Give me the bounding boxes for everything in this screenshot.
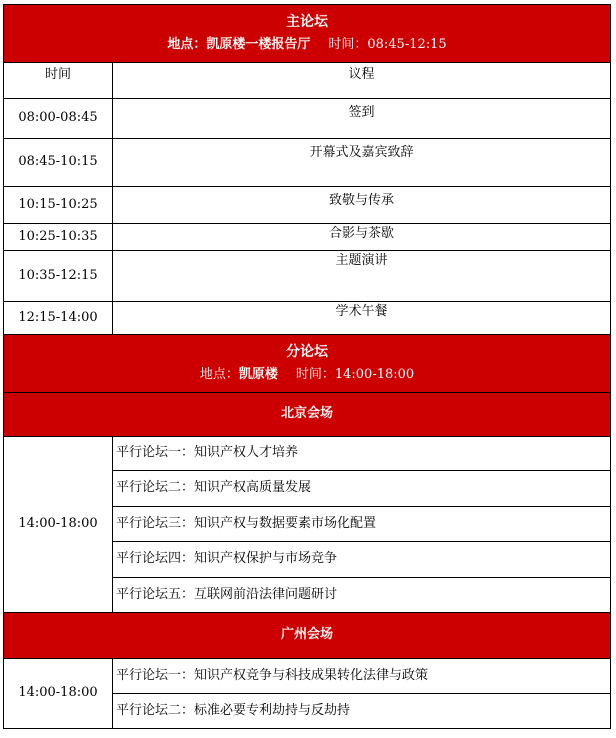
- main-forum-header: [4, 5, 611, 63]
- table-row: [4, 659, 611, 694]
- beijing-time: 14:00-18:00: [4, 437, 113, 613]
- sub-forum-location: 凯原楼: [238, 366, 278, 382]
- sub-forum-location-label: 地点：: [199, 366, 239, 382]
- sub-forum-header-row: [4, 335, 611, 393]
- row-time: 08:00-08:45: [4, 99, 113, 139]
- session-item: 平行论坛四：知识产权保护与市场竞争: [113, 542, 611, 578]
- table-row: [4, 187, 611, 224]
- sub-forum-info: [4, 367, 610, 383]
- row-agenda: 合影与茶歇: [113, 224, 611, 251]
- table-row: [4, 437, 611, 471]
- main-forum-time: 08:45-12:15: [367, 36, 447, 52]
- main-forum-title: 主论坛: [286, 14, 328, 31]
- guangzhou-venue-title: 广州会场: [4, 613, 611, 659]
- session-item: 平行论坛三：知识产权与数据要素市场化配置: [113, 507, 611, 542]
- sub-forum-header: [4, 335, 611, 393]
- guangzhou-time: 14:00-18:00: [4, 659, 113, 729]
- table-row: [4, 224, 611, 251]
- row-time: 12:15-14:00: [4, 302, 113, 335]
- sub-forum-time-label: 时间：: [295, 366, 335, 382]
- schedule-container: [3, 4, 610, 729]
- row-time: 08:45-10:15: [4, 139, 113, 187]
- table-row: [4, 251, 611, 302]
- main-forum-time-label: 时间：: [328, 36, 368, 52]
- schedule-table: [3, 4, 611, 729]
- row-agenda: 致敬与传承: [113, 187, 611, 224]
- row-agenda: 学术午餐: [113, 302, 611, 335]
- main-forum-info: [4, 37, 610, 53]
- table-row: [4, 139, 611, 187]
- session-item: 平行论坛一：知识产权竞争与科技成果转化法律与政策: [113, 659, 611, 694]
- row-time: 10:15-10:25: [4, 187, 113, 224]
- column-header-time: 时间: [4, 63, 113, 99]
- column-header-agenda: 议程: [113, 63, 611, 99]
- session-item: 平行论坛二：知识产权高质量发展: [113, 471, 611, 507]
- sub-forum-time: 14:00-18:00: [334, 366, 415, 382]
- row-time: 10:25-10:35: [4, 224, 113, 251]
- sub-forum-title: 分论坛: [286, 344, 328, 361]
- row-agenda: 签到: [113, 99, 611, 139]
- guangzhou-header-row: [4, 613, 611, 659]
- row-agenda: 主题演讲: [113, 251, 611, 302]
- main-forum-location-label: 地点：: [167, 36, 207, 52]
- session-item: 平行论坛二：标准必要专利劫持与反劫持: [113, 694, 611, 729]
- table-row: [4, 302, 611, 335]
- table-row: [4, 99, 611, 139]
- beijing-venue-title: 北京会场: [4, 393, 611, 437]
- main-forum-header-row: [4, 5, 611, 63]
- session-item: 平行论坛五：互联网前沿法律问题研讨: [113, 578, 611, 613]
- session-item: 平行论坛一：知识产权人才培养: [113, 437, 611, 471]
- main-forum-location: 凯原楼一楼报告厅: [206, 36, 311, 52]
- main-table-header-row: [4, 63, 611, 99]
- row-time: 10:35-12:15: [4, 251, 113, 302]
- row-agenda: 开幕式及嘉宾致辞: [113, 139, 611, 187]
- beijing-header-row: [4, 393, 611, 437]
